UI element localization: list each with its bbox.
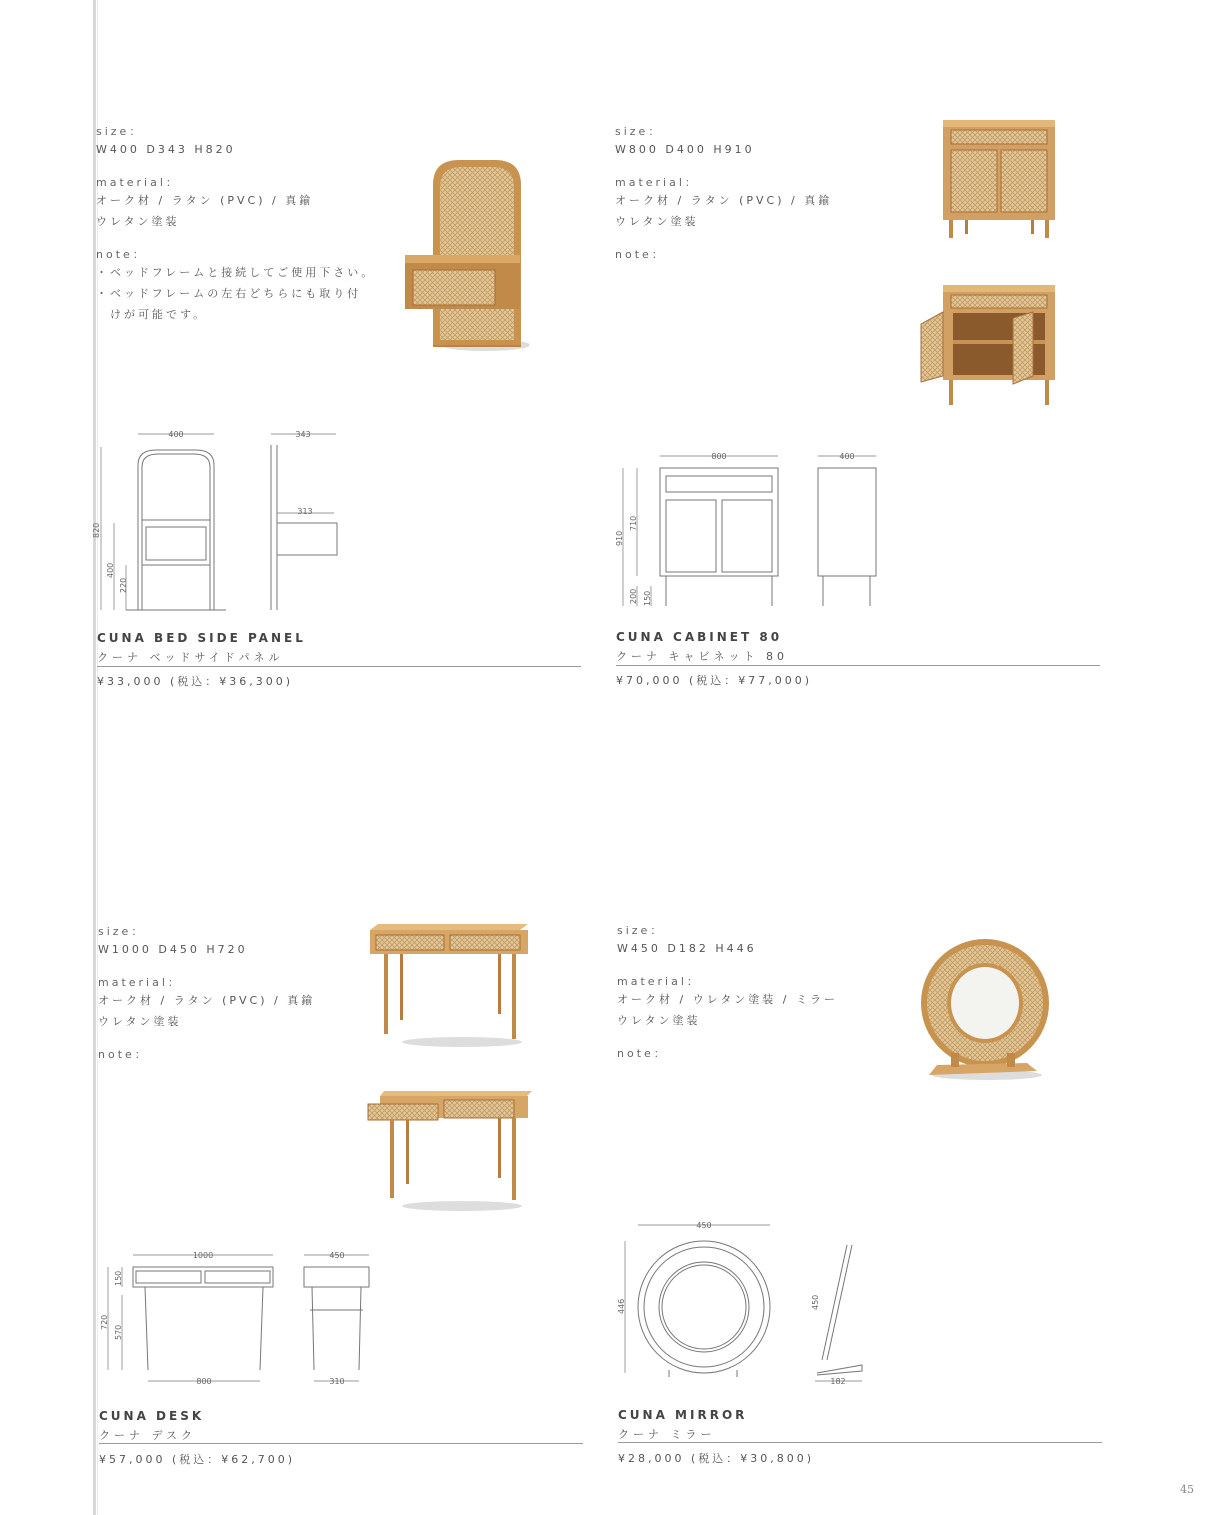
bed-side-panel-drawing	[92, 425, 356, 615]
note-label: note：	[96, 248, 147, 261]
cabinet-photo-open	[915, 280, 1065, 415]
note-line: ・ベッドフレームと接続してご使用下さい。	[96, 266, 376, 279]
size-label: size：	[617, 924, 665, 937]
size-label: size：	[615, 125, 663, 138]
dim-width: 800	[711, 452, 727, 461]
dim-height: 910	[615, 530, 624, 546]
material-label: material：	[615, 176, 699, 189]
note-line: けが可能です。	[96, 308, 208, 321]
note-label: note：	[615, 248, 666, 261]
page-number: 45	[1180, 1483, 1194, 1496]
dim-width: 450	[696, 1221, 712, 1230]
material-line: ウレタン塗装	[617, 1014, 701, 1027]
dim-body-height: 710	[629, 515, 638, 531]
dim-knee: 570	[114, 1324, 123, 1340]
dim-depth: 343	[295, 430, 311, 439]
material-line: ウレタン塗装	[96, 215, 180, 228]
size-label: size：	[98, 925, 146, 938]
product-kana: クーナ デスク	[99, 1429, 197, 1442]
material-label: material：	[96, 176, 180, 189]
material-line: オーク材 / ラタン (PVC) / 真鍮	[98, 994, 316, 1007]
material-line: オーク材 / ラタン (PVC) / 真鍮	[96, 194, 314, 207]
material-label: material：	[617, 975, 701, 988]
dim-leg-depth: 310	[329, 1377, 345, 1386]
dim-height: 720	[100, 1314, 109, 1330]
desk-photo-open	[362, 1088, 537, 1213]
product-kana: クーナ キャビネット 80	[616, 650, 788, 663]
mirror-photo	[915, 935, 1055, 1085]
bed-side-panel-photo	[395, 155, 535, 355]
material-line: ウレタン塗装	[615, 215, 699, 228]
desk-spec	[98, 925, 388, 1062]
material-line: オーク材 / ウレタン塗装 / ミラー	[617, 993, 838, 1006]
divider	[97, 666, 581, 667]
divider	[618, 1442, 1102, 1443]
product-name: CUNA MIRROR	[618, 1408, 748, 1422]
size-value: W450 D182 H446	[617, 942, 757, 955]
product-kana: クーナ ミラー	[618, 1428, 716, 1441]
note-label: note：	[98, 1048, 149, 1061]
dim-leg-width: 800	[196, 1377, 212, 1386]
divider	[616, 665, 1100, 666]
material-line: オーク材 / ラタン (PVC) / 真鍮	[615, 194, 833, 207]
dim-leg-height: 200	[629, 588, 638, 604]
dim-apron: 150	[114, 1270, 123, 1286]
dim-depth: 400	[839, 452, 855, 461]
dim-mirror-height: 450	[811, 1294, 820, 1310]
dim-clearance: 150	[643, 590, 652, 606]
note-label: note：	[617, 1047, 668, 1060]
cabinet-drawing	[615, 448, 890, 618]
dim-shelf-low: 220	[119, 577, 128, 593]
note-line: ・ベッドフレームの左右どちらにも取り付	[96, 287, 362, 300]
dim-drawer-depth: 313	[297, 507, 313, 516]
product-price: ¥33,000 (税込：¥36,300)	[97, 675, 294, 688]
desk-photo-closed	[362, 920, 537, 1050]
mirror-drawing	[617, 1215, 877, 1390]
cabinet-photo-closed	[935, 115, 1060, 245]
size-label: size：	[96, 125, 144, 138]
product-price: ¥28,000 (税込：¥30,800)	[618, 1452, 815, 1465]
material-label: material：	[98, 976, 182, 989]
cabinet-spec	[615, 125, 905, 262]
product-price: ¥70,000 (税込：¥77,000)	[616, 674, 813, 687]
size-value: W800 D400 H910	[615, 143, 755, 156]
product-name: CUNA CABINET 80	[616, 630, 783, 644]
bed-side-panel-spec	[96, 125, 386, 325]
size-value: W1000 D450 H720	[98, 943, 248, 956]
mirror-spec	[617, 924, 907, 1061]
dim-height: 820	[92, 522, 101, 538]
divider	[99, 1443, 583, 1444]
product-name: CUNA BED SIDE PANEL	[97, 631, 306, 645]
product-price: ¥57,000 (税込：¥62,700)	[99, 1453, 296, 1466]
dim-depth: 450	[329, 1251, 345, 1260]
size-value: W400 D343 H820	[96, 143, 236, 156]
dim-shelf-height: 400	[106, 562, 115, 578]
product-kana: クーナ ベッドサイドパネル	[97, 651, 284, 664]
dim-height: 446	[617, 1298, 626, 1314]
dim-width: 400	[168, 430, 184, 439]
dim-width: 1000	[192, 1251, 214, 1260]
material-line: ウレタン塗装	[98, 1015, 182, 1028]
dim-depth: 182	[830, 1377, 846, 1386]
desk-drawing	[98, 1245, 378, 1390]
product-name: CUNA DESK	[99, 1409, 205, 1423]
